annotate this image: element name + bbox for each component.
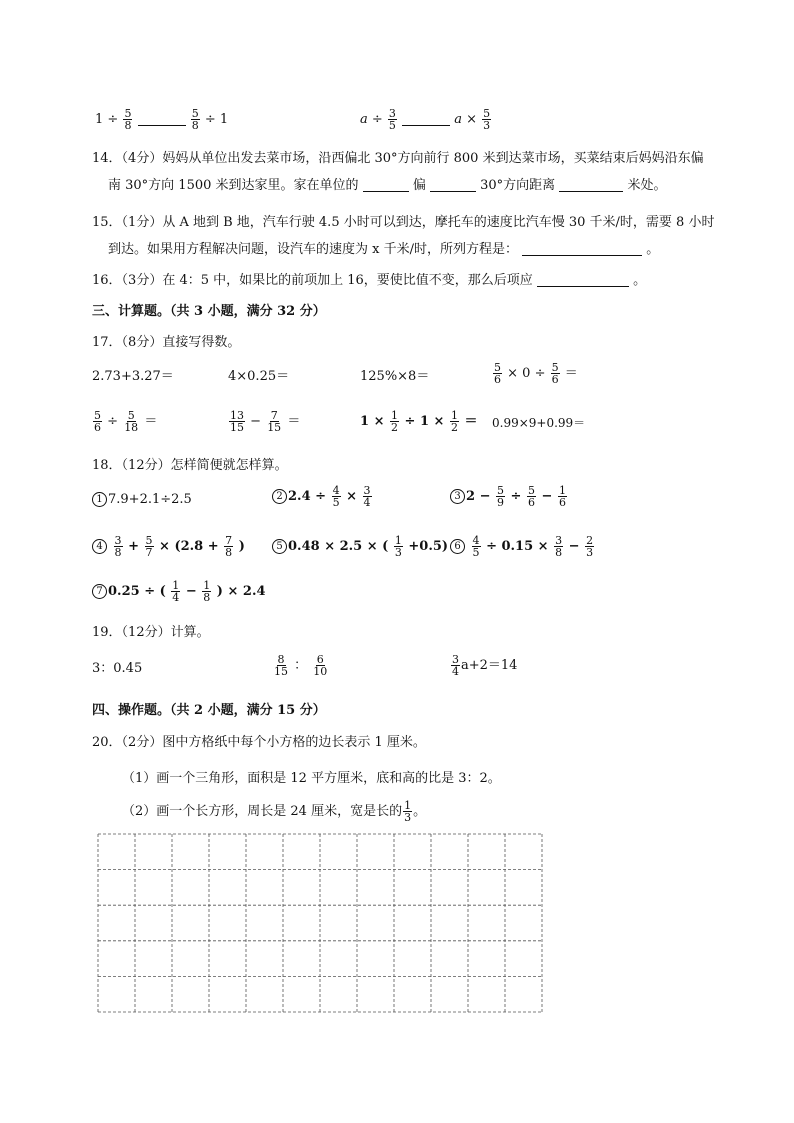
q14-line2: 南 30°方向 1500 米到达家里。家在单位的 偏 30°方向距离 米处。 <box>108 178 667 193</box>
item-number: 6 <box>450 539 465 554</box>
q19-title: 19．（12分）计算。 <box>92 625 210 640</box>
q18-item-6: 6 $\frac{4}{5}$ ÷ 0.15 × $\frac{3}{8}$ − $\frac{2}{3}$ <box>450 535 595 558</box>
compare-right-2: a × <box>454 112 477 127</box>
item-number: 2 <box>272 489 287 504</box>
q17-item: $\frac{13}{15}$ − $\frac{7}{15}$ ＝ <box>230 409 301 434</box>
item-number: 7 <box>92 584 107 599</box>
q15-line1: 15．（1分）从 A 地到 B 地，汽车行驶 4.5 小时可以到达，摩托车的速度比汽车慢 30 千米/时，需要 8 小时 <box>92 215 715 230</box>
fraction: $\frac{5}{3}$ <box>483 107 491 132</box>
section-heading-3: 三、计算题。（共 3 小题，满分 32 分） <box>92 304 326 319</box>
q19-item: $\frac{3}{4}$ a+2＝14 <box>452 653 518 678</box>
q20-title: 20．（2分）图中方格纸中每个小方格的边长表示 1 厘米。 <box>92 735 426 750</box>
q17-item: $\frac{5}{6}$ × 0 ÷ $\frac{5}{6}$ ＝ <box>494 361 578 386</box>
compare-right-1: ÷ 1 <box>204 112 229 127</box>
q18-item-1: 1 7.9+2.1÷2.5 <box>92 491 192 509</box>
fraction: $\frac{5}{8}$ <box>191 107 199 132</box>
q17-title: 17．（8分）直接写得数。 <box>92 335 241 350</box>
q18-item-7: 7 0.25 ÷ ( $\frac{1}{4}$ − $\frac{1}{8}$ ) × 2.4 <box>92 580 266 603</box>
compare-row <box>95 108 228 131</box>
q14-line1: 14．（4分）妈妈从单位出发去菜市场，沿西偏北 30°方向前行 800 米到达菜市场，买菜结束后妈妈沿东偏 <box>92 151 704 166</box>
q18-item-3: 3 2 − $\frac{5}{9}$ ÷ $\frac{5}{6}$ − $\frac{1}{6}$ <box>450 485 568 508</box>
q17-item: 2.73+3.27＝ <box>92 369 174 384</box>
q18-item-5: 5 0.48 × 2.5 × ( $\frac{1}{3}$ +0.5) <box>272 535 448 558</box>
item-number: 1 <box>92 492 107 507</box>
fraction: $\frac{5}{8}$ <box>124 107 132 132</box>
answer-blank[interactable] <box>559 177 623 192</box>
q17-item: 125%×8＝ <box>360 369 430 384</box>
item-number: 4 <box>92 539 107 554</box>
q20-part-2: （2）画一个长方形，周长是 24 厘米，宽是长的 $\frac{1}{3}$ 。 <box>122 799 427 824</box>
compare-row-2 <box>360 108 492 131</box>
answer-blank[interactable] <box>537 272 629 287</box>
grid-paper[interactable] <box>96 832 544 1014</box>
q17-item: 4×0.25＝ <box>228 369 290 384</box>
q17-item: 1 × $\frac{1}{2}$ ÷ 1 × $\frac{1}{2}$ ＝ <box>360 409 478 434</box>
compare-left-1: 1 ÷ <box>95 112 119 127</box>
q17-item: $\frac{5}{6}$ ÷ $\frac{5}{18}$ ＝ <box>94 409 158 434</box>
item-number: 3 <box>450 489 465 504</box>
q17-item: 0.99×9+0.99＝ <box>492 416 586 430</box>
answer-blank[interactable] <box>138 111 186 126</box>
fraction: $\frac{3}{5}$ <box>388 107 396 132</box>
compare-left-2: a ÷ <box>360 112 383 127</box>
answer-blank[interactable] <box>522 241 642 256</box>
answer-blank[interactable] <box>402 111 450 126</box>
q18-item-2: 2 2.4 ÷ $\frac{4}{5}$ × $\frac{3}{4}$ <box>272 485 373 508</box>
q15-line2: 到达。如果用方程解决问题，设汽车的速度为 x 千米/时，所列方程是： 。 <box>108 242 660 257</box>
q19-item: $\frac{8}{15}$ ： $\frac{6}{10}$ <box>274 653 328 678</box>
answer-blank[interactable] <box>430 177 476 192</box>
q20-part-1: （1）画一个三角形，面积是 12 平方厘米，底和高的比是 3：2。 <box>122 771 501 786</box>
q19-item: 3：0.45 <box>92 661 143 676</box>
answer-blank[interactable] <box>363 177 409 192</box>
item-number: 5 <box>272 539 287 554</box>
q16: 16．（3分）在 4：5 中，如果比的前项加上 16，要使比值不变，那么后项应 。 <box>92 273 647 288</box>
q18-item-4: 4 $\frac{3}{8}$ + $\frac{5}{7}$ × (2.8 + $\frac{7}{8}$ ) <box>92 535 245 558</box>
q18-title: 18．（12分）怎样简便就怎样算。 <box>92 458 288 473</box>
section-heading-4: 四、操作题。（共 2 小题，满分 15 分） <box>92 703 326 718</box>
